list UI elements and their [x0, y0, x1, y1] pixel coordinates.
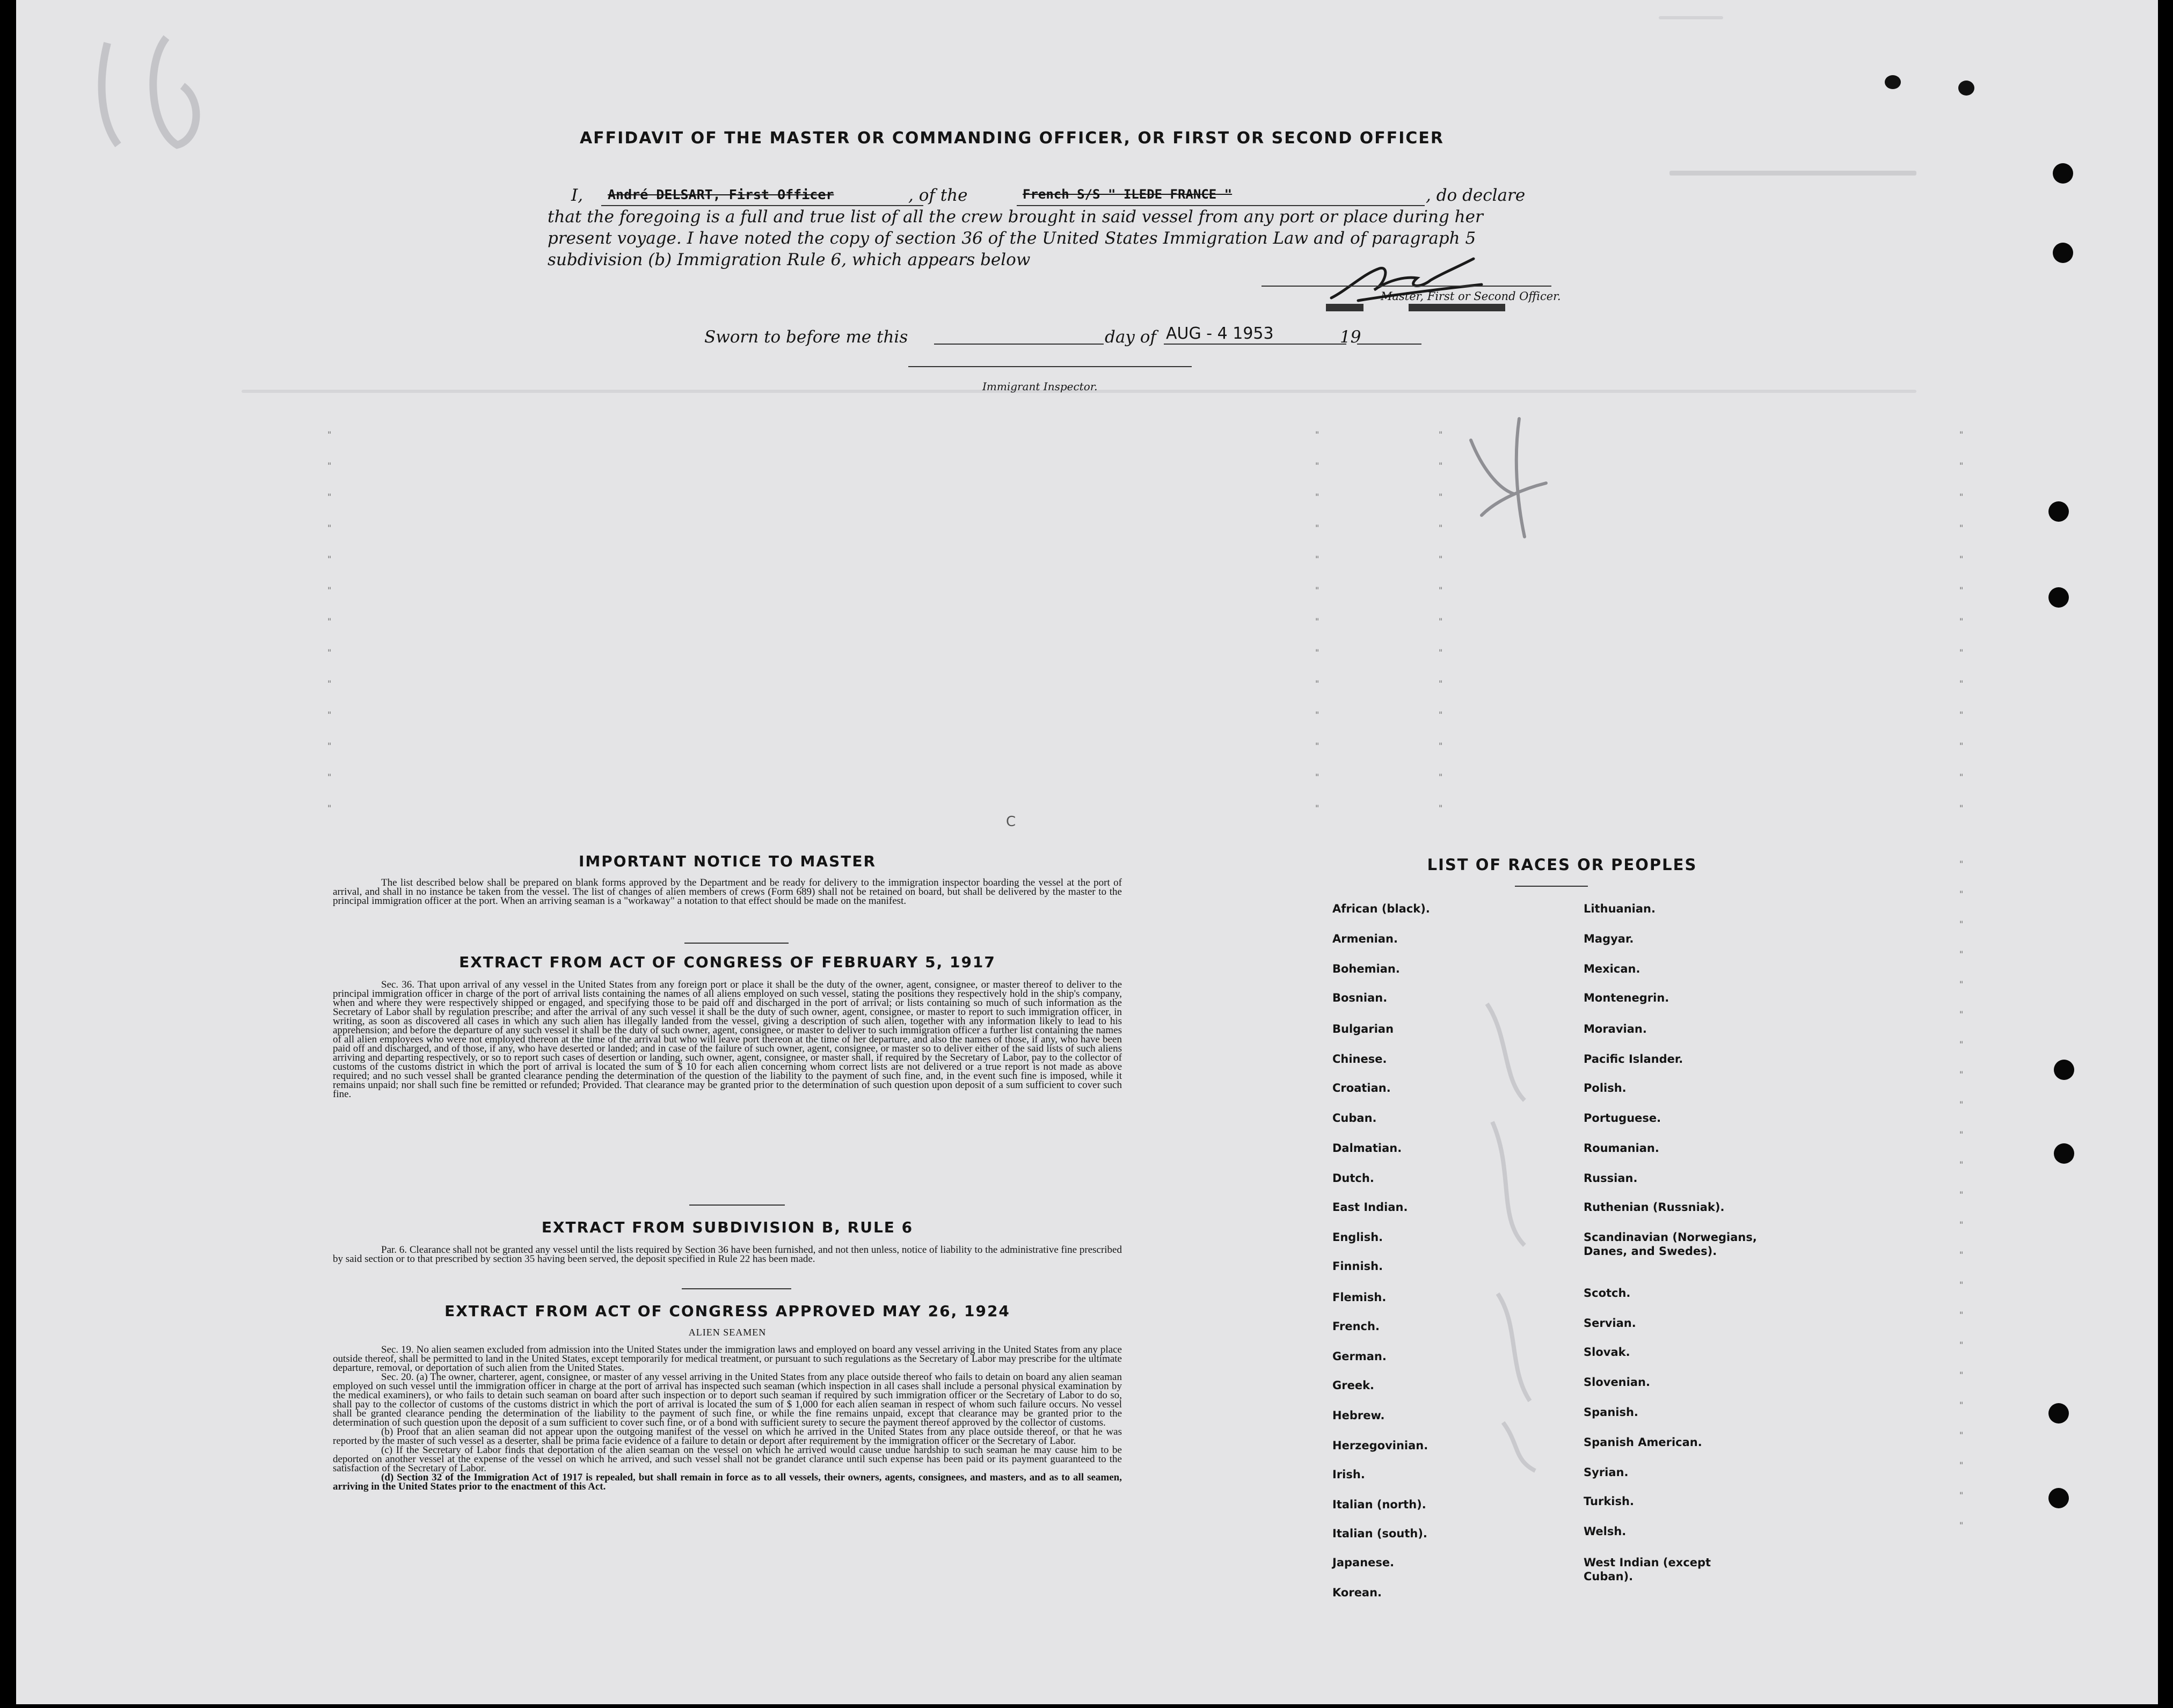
race-item: Syrian.: [1584, 1466, 1629, 1479]
ditto-mark: ": [327, 585, 332, 595]
race-item: Armenian.: [1332, 932, 1398, 945]
race-item: Slovak.: [1584, 1346, 1630, 1359]
ditto-mark: ": [1959, 949, 1964, 959]
race-item: Russian.: [1584, 1172, 1638, 1185]
binder-hole: [2053, 243, 2073, 263]
binder-hole: [2054, 1060, 2074, 1080]
ditto-mark: ": [1439, 647, 1443, 658]
ditto-mark: ": [1959, 1129, 1964, 1140]
day-of: day of: [1105, 327, 1156, 347]
ditto-mark: ": [1315, 461, 1319, 471]
race-item: East Indian.: [1332, 1201, 1408, 1214]
ditto-mark: ": [1315, 741, 1319, 751]
notice-text: The list described below shall be prepared on blank forms approved by the Department and be ready for delivery to the immigration inspector boarding the vessel at the port of arrival, and shall in no instance be taken from the vessel. The list of changes of alien members of crews (Form 689) shall not be retained on board, but shall be delivered by the master to the principal immigration officer at the port. When an arriving seaman is a "workaway" a notation to that effect should be made on the manifest.: [333, 877, 1122, 907]
document-page: [16, 0, 2158, 1704]
handwritten-mark: [1460, 408, 1557, 548]
extract-rule6-section: [333, 1245, 1122, 1264]
race-item: Japanese.: [1332, 1556, 1395, 1569]
ditto-mark: ": [1315, 678, 1319, 689]
ditto-mark: ": [1959, 1009, 1964, 1019]
ditto-mark: ": [1959, 803, 1964, 813]
ditto-mark: ": [1439, 492, 1443, 502]
signature-caption: Master, First or Second Officer.: [1381, 290, 1561, 303]
race-item: Roumanian.: [1584, 1142, 1659, 1155]
ditto-mark: ": [1315, 492, 1319, 502]
ditto-mark: ": [1959, 1460, 1964, 1470]
ditto-mark: ": [1315, 554, 1319, 564]
ditto-mark: ": [327, 461, 332, 471]
do-declare: , do declare: [1426, 186, 1526, 205]
inspector-signature-line: [908, 366, 1192, 367]
race-item: Montenegrin.: [1584, 991, 1669, 1004]
ditto-mark: ": [1439, 678, 1443, 689]
affidavit-line2: that the foregoing is a full and true list of all the crew brought in said vessel from any port or place during her: [548, 207, 1483, 227]
binder-hole: [2048, 1403, 2069, 1424]
ditto-mark: ": [1959, 678, 1964, 689]
ditto-mark: ": [1959, 461, 1964, 471]
ditto-mark: ": [1959, 1370, 1964, 1380]
notice-heading: IMPORTANT NOTICE TO MASTER: [578, 852, 877, 870]
ditto-mark: ": [327, 803, 332, 813]
ditto-mark: ": [1959, 1430, 1964, 1440]
ditto-mark: ": [1315, 616, 1319, 626]
sworn-text: Sworn to before me this: [704, 327, 908, 347]
ditto-mark: ": [1959, 1310, 1964, 1320]
race-item: Dalmatian.: [1332, 1142, 1402, 1155]
ditto-mark: ": [1315, 429, 1319, 440]
race-item: Welsh.: [1584, 1525, 1627, 1538]
sec20a-text: Sec. 20. (a) The owner, charterer, agent, consignee, or master of any vessel arriving in the United States from any place outside thereof who fails to detain on board any alien seaman employed on such vessel until the immigration officer in charge at the port of arrival has inspected such seaman (which inspection in all cases shall include a personal physical examination by the medical examiners), or who fails to detain such seaman on board after such inspection or to deport such seaman if required by such immigration officer or the Secretary of Labor to do so, shall pay to the collector of customs of the customs district in which the port of arrival is located the sum of $ 1,000 for each alien seaman in respect of whom such failure occurs. No vessel shall be granted clearance pending the determination of the liability to the payment of such fine, or while the fine remains unpaid, except that clearance may be granted prior to the determination of such question upon the deposit of a sum sufficient to cover such fine, or of a bond with sufficient surety to secure the payment thereof approved by the collector of customs.: [333, 1371, 1122, 1428]
affidavit-line1: [548, 186, 1557, 207]
ditto-mark: ": [1439, 461, 1443, 471]
race-item: Spanish.: [1584, 1406, 1638, 1419]
ditto-mark: ": [1439, 554, 1443, 564]
ditto-mark: ": [1959, 492, 1964, 502]
ditto-mark: ": [1959, 523, 1964, 533]
race-item: Cuban.: [1332, 1112, 1377, 1125]
ditto-mark: ": [1439, 803, 1443, 813]
name-underline: [601, 205, 923, 206]
ditto-mark: ": [1959, 859, 1964, 869]
divider: [689, 1205, 785, 1206]
ditto-mark: ": [327, 616, 332, 626]
race-item: Turkish.: [1584, 1495, 1634, 1508]
ditto-mark: ": [1959, 554, 1964, 564]
ditto-mark: ": [1959, 1280, 1964, 1290]
ditto-mark: ": [327, 710, 332, 720]
race-item: Spanish American.: [1584, 1436, 1702, 1449]
race-item: Ruthenian (Russniak).: [1584, 1201, 1725, 1214]
sec20b-text: (b) Proof that an alien seaman did not appear upon the outgoing manifest of the vessel on which he arrived in the United States from any place outside thereof, or that he was reported by the master of such vessel as a deserter, shall be prima facie evidence of a failure to detain or deport after requirement by the immigration officer or the Secretary of Labor.: [333, 1426, 1122, 1447]
year-prefix: 19: [1340, 327, 1361, 347]
ditto-mark: ": [1959, 1250, 1964, 1260]
vessel-underline: [1017, 205, 1425, 206]
divider: [1515, 886, 1588, 887]
race-item: Slovenian.: [1584, 1376, 1650, 1389]
race-item: Scandinavian (Norwegians, Danes, and Swedes).: [1584, 1231, 1757, 1258]
race-item: Bohemian.: [1332, 962, 1400, 975]
ditto-mark: ": [1959, 585, 1964, 595]
ditto-mark: ": [1959, 1069, 1964, 1079]
race-item: Greek.: [1332, 1379, 1375, 1392]
officer-name: André DELSART, First Officer: [608, 187, 834, 202]
year-line: [1357, 344, 1421, 345]
extract-1924-heading: EXTRACT FROM ACT OF CONGRESS APPROVED MAY 26, 1924: [444, 1302, 1010, 1320]
race-item: Hebrew.: [1332, 1409, 1385, 1422]
ditto-mark: ": [1959, 647, 1964, 658]
race-item: Pacific Islander.: [1584, 1053, 1683, 1065]
ditto-mark: ": [1959, 1099, 1964, 1110]
signature-underline: [1261, 286, 1551, 287]
divider: [682, 1288, 791, 1289]
race-item: Servian.: [1584, 1317, 1636, 1330]
extract-1917-section: [333, 980, 1122, 1099]
race-item: Polish.: [1584, 1082, 1627, 1094]
ditto-mark: ": [1439, 772, 1443, 782]
race-item: African (black).: [1332, 902, 1430, 915]
race-item: Mexican.: [1584, 962, 1640, 975]
ditto-mark: ": [1959, 1159, 1964, 1170]
ditto-mark: ": [327, 429, 332, 440]
ditto-mark: ": [327, 554, 332, 564]
ditto-mark: ": [1439, 741, 1443, 751]
race-item: Herzegovinian.: [1332, 1439, 1428, 1452]
ditto-mark: ": [1439, 616, 1443, 626]
binder-hole: [2048, 501, 2069, 522]
races-heading: LIST OF RACES OR PEOPLES: [1427, 856, 1697, 874]
extract-1917-text: Sec. 36. That upon arrival of any vessel in the United States from any foreign port or place it shall be the duty of the owner, agent, consignee, or master thereof to deliver to the principal immigration officer in charge of the port of arrival lists containing the names of all aliens employed on such vessel, stating the positions they respectively hold in the ship's company, when and where they were respectively shipped or engaged, and specifying those to be paid off and discharged in the port of arrival; or lists containing so much of such information as the Secretary of Labor shall by regulation prescribe; and after the arrival of any such vessel it shall be the duty of such owner, agent, consignee, or master to report to such immigration officer, in writing, as soon as discovered all cases in which any such alien has illegally landed from the vessel, giving a description of such alien, together with any information likely to lead to his apprehension; and before the departure of any such vessel it shall be the duty of such owner, agent, consignee, or master to deliver to such immigration officer a further list containing the names of all alien employees who were not employed thereon at the time of the arrival but who will leave port thereon at the time of her departure, and also the names of those, if any, who have been paid off and discharged, and of those, if any, who have deserted or landed; and in case of the failure of such owner, agent, consignee, or master so to deliver either of the said lists of such aliens arriving and departing respectively, or so to report such cases of desertion or landing, such owner, agent, consignee, or master shall, if required by the Secretary of Labor, pay to the collector of customs of the customs district in which the port of arrival is located the sum of $ 10 for each alien concerning whom correct lists are not delivered or a true report is not made as above required; and no such vessel shall be granted clearance pending the determination of the question of the liability to the payment of such fine, and, in the event such fine is imposed, while it remains unpaid; nor shall such fine be remitted or refunded; Provided. That clearance may be granted prior to the determination of such question upon deposit of a sum sufficient to cover such fine.: [333, 979, 1122, 1100]
race-item: French.: [1332, 1320, 1380, 1333]
race-item: Lithuanian.: [1584, 902, 1656, 915]
ditto-mark: ": [1959, 979, 1964, 989]
ditto-mark: ": [327, 678, 332, 689]
sworn-day-line: [934, 344, 1104, 345]
race-item: Moravian.: [1584, 1023, 1647, 1035]
ditto-mark: ": [1959, 429, 1964, 440]
sworn-date-line: [1164, 344, 1346, 345]
ditto-mark: ": [1439, 429, 1443, 440]
ditto-mark: ": [1959, 772, 1964, 782]
stray-letter: C: [1006, 814, 1016, 830]
faint-handwriting: [86, 21, 225, 161]
ditto-mark: ": [327, 523, 332, 533]
faint-handwriting: [1476, 993, 1562, 1476]
race-item: Korean.: [1332, 1586, 1382, 1599]
binder-hole: [2048, 1488, 2069, 1508]
ditto-mark: ": [327, 492, 332, 502]
ditto-mark: ": [1959, 710, 1964, 720]
race-item: Irish.: [1332, 1468, 1365, 1481]
ditto-mark: ": [1959, 1340, 1964, 1350]
race-item: Croatian.: [1332, 1082, 1391, 1094]
extract-1917-heading: EXTRACT FROM ACT OF CONGRESS OF FEBRUARY 5, 1917: [459, 953, 996, 971]
ditto-mark: ": [1315, 585, 1319, 595]
ditto-mark: ": [1315, 803, 1319, 813]
ditto-mark: ": [1959, 616, 1964, 626]
bleed-through: [1669, 171, 1916, 176]
race-item: Bulgarian: [1332, 1023, 1394, 1035]
ditto-mark: ": [1315, 523, 1319, 533]
speck: [1958, 81, 1974, 96]
race-item: Finnish.: [1332, 1260, 1383, 1273]
ditto-mark: ": [1959, 1189, 1964, 1200]
ditto-mark: ": [1959, 1039, 1964, 1049]
ditto-mark: ": [1439, 710, 1443, 720]
ditto-mark: ": [1439, 523, 1443, 533]
struck-marks: [1326, 302, 1508, 313]
divider: [684, 943, 789, 944]
binder-hole: [2048, 587, 2069, 608]
date-stamp: AUG - 4 1953: [1166, 324, 1274, 343]
race-item: Magyar.: [1584, 932, 1634, 945]
race-item: Dutch.: [1332, 1172, 1374, 1185]
ditto-mark: ": [327, 647, 332, 658]
ditto-mark: ": [327, 772, 332, 782]
ditto-mark: ": [1959, 889, 1964, 899]
race-item: Portuguese.: [1584, 1112, 1661, 1125]
bleed-through: [1659, 16, 1723, 19]
of-the: , of the: [908, 186, 968, 205]
speck: [1885, 75, 1901, 89]
sec20d-text: (d) Section 32 of the Immigration Act of 1917 is repealed, but shall remain in force as to all vessels, their owners, agents, consignees, and masters, and as to all seamen, arriving in the United States prior to the enactment of this Act.: [333, 1472, 1122, 1492]
ditto-mark: ": [1959, 1400, 1964, 1410]
ditto-mark: ": [1959, 1220, 1964, 1230]
binder-hole: [2054, 1143, 2074, 1164]
race-item: Bosnian.: [1332, 991, 1388, 1004]
ditto-mark: ": [327, 741, 332, 751]
race-item: Italian (north).: [1332, 1498, 1426, 1511]
vessel-name: French S/S " ILEDE FRANCE ": [1023, 187, 1233, 202]
sec19-text: Sec. 19. No alien seamen excluded from admission into the United States under the immigration laws and employed on board any vessel arriving in the United States from any place outside thereof, shall be permitted to land in the United States, except temporarily for medical treatment, or pursuant to such regulations as the Secretary of Labor may prescribe for the ultimate departure, removal, or deportation of such alien from the United States.: [333, 1344, 1122, 1374]
affidavit-line3: present voyage. I have noted the copy of section 36 of the United States Immigration Law and of paragraph 5: [548, 229, 1476, 248]
race-item: Chinese.: [1332, 1053, 1387, 1065]
sec20c-text: (c) If the Secretary of Labor finds that deportation of the alien seaman on the vessel on which he arrived would cause undue hardship to such seaman he may cause him to be deported on another vessel at the expense of the vessel on which he arrived, and such vessel shall not be grandet clarance until such expense has been paid or its payment guaranteed to the satisfaction of the Secretary of Labor.: [333, 1444, 1122, 1474]
ditto-mark: ": [1315, 772, 1319, 782]
ditto-mark: ": [1959, 741, 1964, 751]
race-item: Flemish.: [1332, 1291, 1387, 1304]
affidavit-line4: subdivision (b) Immigration Rule 6, which appears below: [548, 250, 1031, 269]
race-item: English.: [1332, 1231, 1383, 1244]
intro-i: I,: [571, 186, 584, 205]
ditto-mark: ": [1315, 710, 1319, 720]
extract-rule6-text: Par. 6. Clearance shall not be granted any vessel until the lists required by Section 36 have been furnished, and not then unless, notice of liability to the administrative fine prescribed by said section or to that prescribed by section 35 having been served, the deposit specified in Rule 22 has been made.: [333, 1244, 1122, 1265]
notice-section: [333, 878, 1122, 906]
alien-seamen-subheading: ALIEN SEAMEN: [688, 1327, 767, 1338]
ditto-mark: ": [1315, 647, 1319, 658]
inspector-caption: Immigrant Inspector.: [982, 380, 1098, 393]
extract-1924-section: [333, 1345, 1122, 1491]
ditto-mark: ": [1959, 919, 1964, 929]
extract-rule6-heading: EXTRACT FROM SUBDIVISION B, RULE 6: [541, 1218, 914, 1236]
race-item: West Indian (except Cuban).: [1584, 1556, 1711, 1583]
race-item: German.: [1332, 1350, 1387, 1363]
race-item: Scotch.: [1584, 1287, 1631, 1300]
binder-hole: [2053, 163, 2073, 184]
affidavit-heading: AFFIDAVIT OF THE MASTER OR COMMANDING OFFICER, OR FIRST OR SECOND OFFICER: [579, 129, 1445, 148]
ditto-mark: ": [1439, 585, 1443, 595]
race-item: Italian (south).: [1332, 1527, 1427, 1540]
ditto-mark: ": [1959, 1490, 1964, 1500]
ditto-mark: ": [1959, 1520, 1964, 1530]
